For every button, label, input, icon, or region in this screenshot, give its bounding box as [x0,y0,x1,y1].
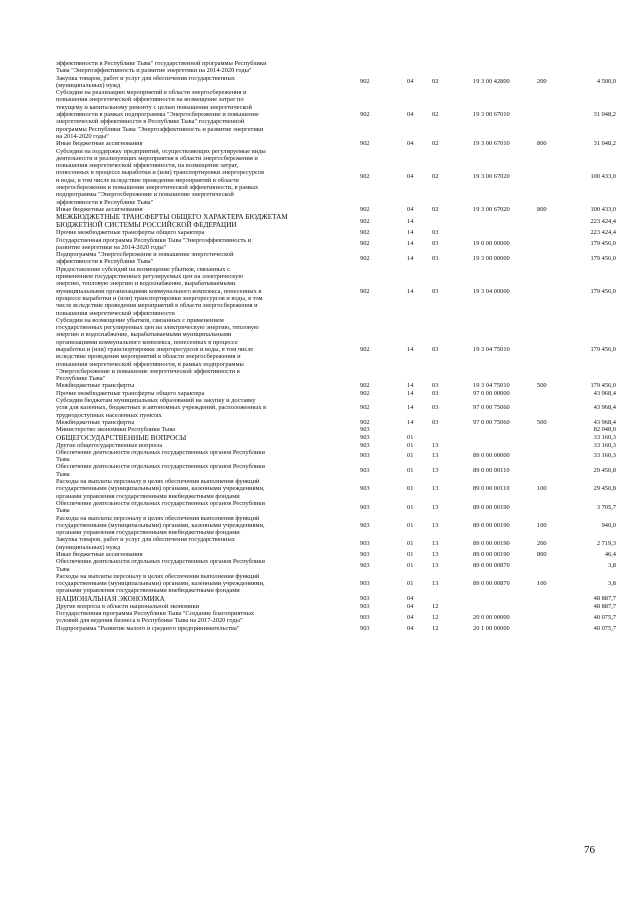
row-vr-cell: 100 [537,485,547,493]
row-csr-cell: 19 3 00 67020 [473,173,510,181]
row-sum-cell: 31 048,2 [593,111,616,119]
row-rz-cell: 04 [407,613,414,621]
row-name-cell: Иные бюджетные ассигнования [56,551,143,558]
row-csr-cell: 89 0 00 00190 [473,521,510,529]
row-ved-cell: 902 [360,418,370,426]
row-csr-cell: 19 3 04 75010 [473,382,510,390]
row-rz-cell: 04 [407,78,414,86]
row-name-cell: Расходы на выплаты персоналу в целях обеспечения выполнения функций государственными (муниципальными) органами, казенными учреждениями, органами управления государственными внебюджетными фондами [56,478,265,500]
row-ved-cell: 903 [360,551,370,558]
table-row [56,419,616,426]
row-csr-cell: 20 0 00 00000 [473,613,510,621]
row-sum-cell: 3,8 [608,561,616,569]
row-rz-cell: 01 [407,441,414,449]
row-sum-cell: 48 887,7 [593,602,616,610]
row-rz-cell: 01 [407,521,414,529]
row-csr-cell: 97 0 00 00000 [473,389,510,397]
table-row [56,317,616,383]
table-row [56,237,616,252]
row-ved-cell: 902 [360,382,370,390]
row-csr-cell: 89 0 00 00870 [473,580,510,588]
row-name-cell: Другие вопросы в области национальной экономики [56,602,200,610]
row-ved-cell: 902 [360,345,370,353]
table-row [56,75,616,90]
row-vr-cell: 800 [537,551,547,558]
row-pr-cell: 13 [432,467,439,475]
row-rz-cell: 04 [407,173,414,181]
row-name-cell: Иные бюджетные ассигнования [56,140,143,148]
row-csr-cell: 89 0 00 00190 [473,503,510,511]
table-row [56,397,616,419]
row-name-cell: Субсидии на возмещение убытков, связанных с применением государственных регулируемых цен на электрическую энергию, тепловую энергию и водоснабжение, вырабатываемыми муниципальными организациями коммунального комплекса, понесенных в процессе выработки и (или) транспортировки энергоресурсов и воды, в том числе вследствие проведения мероприятий в области энергосбережения и повышения энергетической эффективности, в рамках подпрограммы "Энергосбережение и повышение энергетической эффективности в Республике Тыва" [56,316,259,383]
row-rz-cell: 14 [407,217,414,225]
row-rz-cell: 01 [407,485,414,493]
row-name-cell: Закупка товаров, работ и услуг для обеспечения государственных (муниципальных) нужд [56,74,235,89]
table-row [56,536,616,551]
row-ved-cell: 902 [360,205,370,213]
row-rz-cell: 14 [407,345,414,353]
table-row [56,573,616,595]
row-ved-cell: 902 [360,287,370,295]
table-row [56,595,616,603]
row-name-cell: Субсидии на поддержку предприятий, осуществляющих регулируемые виды деятельности и реализующих мероприятия в области энергосбережения и повышения энергетической эффективности, на возмещение затрат, понесенных в процессе выработки и (или) транспортировки энергоресурсов и воды, в том числе вследствие проведения мероприятий в области энергосбережения и повышения энергетической эффективности, в рамках подпрограммы "Энергосбережение и повышение энергетической эффективности в Республике Тыва" [56,147,266,206]
row-ved-cell: 903 [360,485,370,493]
row-sum-cell: 29 450,8 [593,467,616,475]
row-pr-cell: 13 [432,561,439,569]
row-pr-cell: 13 [432,540,439,548]
row-name-cell: Подпрограмма "Энергосбережение и повышение энергетической эффективности в Республике Тыва" [56,251,234,266]
table-row [56,426,616,433]
row-ved-cell: 902 [360,173,370,181]
row-ved-cell: 903 [360,595,370,603]
row-vr-cell: 200 [537,78,547,86]
table-row [56,449,616,464]
row-sum-cell: 40 075,7 [593,613,616,621]
row-csr-cell: 19 3 04 00000 [473,287,510,295]
row-csr-cell: 19 3 00 67010 [473,111,510,119]
table-row [56,558,616,573]
row-name-cell: Государственная программа Республики Тыва "Энергоэффективность и развитие энергетики на 2014-2020 годы" [56,236,252,251]
table-row [56,463,616,478]
table-row [56,625,616,632]
row-name-cell: Обеспечение деятельности отдельных государственных органов Республики Тыва [56,499,265,515]
row-rz-cell: 01 [407,433,414,441]
page-number: 76 [584,844,595,856]
row-pr-cell: 13 [432,441,439,449]
row-ved-cell: 902 [360,229,370,237]
row-ved-cell: 902 [360,140,370,148]
row-ved-cell: 903 [360,540,370,548]
row-vr-cell: 500 [537,382,547,390]
row-name-cell: Другие общегосударственные вопросы [56,441,163,449]
row-sum-cell: 100 433,0 [590,205,616,213]
row-csr-cell: 89 0 00 00190 [473,540,510,548]
row-csr-cell: 19 3 04 75010 [473,345,510,353]
row-pr-cell: 03 [432,345,439,353]
table-row [56,500,616,515]
row-name-cell: Расходы на выплаты персоналу в целях обеспечения выполнения функций государственными (муниципальными) органами, казенными учреждениями, органами управления государственными внебюджетными фондами [56,514,265,537]
row-csr-cell: 20 1 00 00000 [473,624,510,632]
table-row [56,266,616,317]
row-sum-cell: 33 160,3 [593,441,616,449]
row-sum-cell: 82 048,0 [593,426,616,434]
row-name-cell: Субсидии на реализацию мероприятий в области энергосбережения и повышения энергетической эффективности на возмещение затрат по текущему и капитальному ремонту с целью повышения энергетической эффективности в рамках подпрограммы "Энергосбережение и повышение энергетической эффективности в Республике Тыва" государственной программы Республики Тыва "Энергоэффективность и развитие энергетики на 2014-2020 годы" [56,89,264,140]
row-vr-cell: 200 [537,540,547,548]
row-sum-cell: 40 075,7 [593,624,616,632]
row-rz-cell: 14 [407,418,414,426]
row-rz-cell: 04 [407,595,414,603]
row-ved-cell: 903 [360,602,370,610]
row-ved-cell: 903 [360,467,370,475]
row-sum-cell: 3 705,7 [596,503,616,511]
row-name-cell: Министерство экономики Республики Тыва [56,426,176,434]
row-name-cell: Межбюджетные трансферты [56,418,135,426]
row-vr-cell: 800 [537,140,547,148]
row-name-cell: Государственная программа Республики Тыва "Создание благоприятных условий для ведения бизнеса в Республике Тыва на 2017-2020 годы" [56,610,255,625]
row-name-cell: МЕЖБЮДЖЕТНЫЕ ТРАНСФЕРТЫ ОБЩЕГО ХАРАКТЕРА БЮДЖЕТАМ БЮДЖЕТНОЙ СИСТЕМЫ РОССИЙСКОЙ ФЕДЕРАЦИИ [56,213,288,230]
row-sum-cell: 179 456,0 [590,345,616,353]
row-pr-cell: 03 [432,287,439,295]
row-pr-cell: 13 [432,521,439,529]
table-row [56,478,616,500]
row-sum-cell: 3,8 [608,580,616,588]
row-sum-cell: 223 424,4 [590,217,616,225]
row-pr-cell: 03 [432,382,439,390]
row-rz-cell: 14 [407,229,414,237]
row-vr-cell: 500 [537,418,547,426]
row-rz-cell: 04 [407,111,414,119]
row-pr-cell: 02 [432,140,439,148]
row-pr-cell: 13 [432,485,439,493]
table-row [56,206,616,213]
row-rz-cell: 01 [407,452,414,460]
row-rz-cell: 04 [407,624,414,632]
row-csr-cell: 97 0 00 75060 [473,404,510,412]
row-rz-cell: 14 [407,287,414,295]
row-pr-cell: 03 [432,240,439,248]
table-row [56,148,616,206]
row-sum-cell: 179 456,0 [590,254,616,262]
row-pr-cell: 02 [432,173,439,181]
row-rz-cell: 14 [407,404,414,412]
row-ved-cell: 902 [360,240,370,248]
row-pr-cell: 13 [432,551,439,558]
row-name-cell: Прочие межбюджетные трансферты общего характера [56,229,205,237]
row-ved-cell: 902 [360,404,370,412]
row-sum-cell: 33 160,3 [593,452,616,460]
row-rz-cell: 04 [407,205,414,213]
row-sum-cell: 100 433,0 [590,173,616,181]
row-pr-cell: 13 [432,503,439,511]
row-pr-cell: 13 [432,452,439,460]
row-name-cell: Обеспечение деятельности отдельных государственных органов Республики Тыва [56,448,265,464]
row-csr-cell: 19 3 00 00000 [473,254,510,262]
row-pr-cell: 03 [432,229,439,237]
table-row [56,515,616,537]
row-pr-cell: 02 [432,205,439,213]
table-row [56,213,616,229]
row-rz-cell: 04 [407,602,414,610]
table-row [56,382,616,389]
row-pr-cell: 13 [432,580,439,588]
row-name-cell: Иные бюджетные ассигнования [56,205,143,213]
table-row [56,603,616,610]
row-name-cell: Подпрограмма "Развитие малого и среднего предпринимательства" [56,624,240,632]
row-pr-cell: 02 [432,111,439,119]
row-name-cell: Прочие межбюджетные трансферты общего характера [56,389,205,397]
row-csr-cell: 89 0 00 00870 [473,561,510,569]
row-name-cell: Закупка товаров, работ и услуг для обеспечения государственных (муниципальных) нужд [56,536,235,551]
row-csr-cell: 19 3 00 67020 [473,205,510,213]
row-name-cell: НАЦИОНАЛЬНАЯ ЭКОНОМИКА [56,594,165,603]
row-pr-cell: 12 [432,624,439,632]
row-ved-cell: 903 [360,452,370,460]
row-rz-cell: 01 [407,503,414,511]
row-pr-cell: 03 [432,418,439,426]
row-sum-cell: 179 456,0 [590,382,616,390]
row-rz-cell: 04 [407,140,414,148]
row-csr-cell: 89 0 00 00190 [473,551,510,558]
row-sum-cell: 940,0 [601,521,616,529]
row-name-cell: Обеспечение деятельности отдельных государственных органов Республики Тыва [56,558,265,573]
row-ved-cell: 903 [360,503,370,511]
row-ved-cell: 903 [360,441,370,449]
row-sum-cell: 43 968,4 [593,389,616,397]
row-ved-cell: 903 [360,561,370,569]
row-pr-cell: 03 [432,254,439,262]
row-ved-cell: 903 [360,613,370,621]
row-sum-cell: 48 887,7 [593,595,616,603]
row-sum-cell: 179 456,0 [590,240,616,248]
row-rz-cell: 14 [407,254,414,262]
row-sum-cell: 2 719,3 [596,540,616,548]
row-csr-cell: 89 0 00 00000 [473,452,510,460]
row-name-cell: Межбюджетные трансферты [56,382,135,390]
row-csr-cell: 19 0 00 00000 [473,240,510,248]
table-row [56,140,616,147]
table-row [56,229,616,236]
row-sum-cell: 33 160,3 [593,433,616,441]
row-rz-cell: 01 [407,551,414,558]
row-ved-cell: 903 [360,624,370,632]
row-rz-cell: 01 [407,540,414,548]
row-csr-cell: 19 3 00 42800 [473,78,510,86]
table-row [56,434,616,442]
row-sum-cell: 4 500,0 [596,78,616,86]
row-name-cell: ОБЩЕГОСУДАРСТВЕННЫЕ ВОПРОСЫ [56,433,187,442]
row-rz-cell: 14 [407,382,414,390]
row-csr-cell: 97 0 00 75060 [473,418,510,426]
row-ved-cell: 902 [360,78,370,86]
row-sum-cell: 29 450,8 [593,485,616,493]
row-pr-cell: 03 [432,389,439,397]
table-row [56,390,616,397]
row-pr-cell: 03 [432,404,439,412]
row-pr-cell: 02 [432,78,439,86]
row-rz-cell: 01 [407,561,414,569]
row-csr-cell: 19 3 00 67010 [473,140,510,148]
row-ved-cell: 902 [360,389,370,397]
table-row [56,551,616,558]
row-ved-cell: 903 [360,433,370,441]
budget-table [56,60,616,632]
table-row [56,251,616,266]
row-sum-cell: 31 048,2 [593,140,616,148]
row-ved-cell: 902 [360,217,370,225]
row-pr-cell: 12 [432,602,439,610]
table-row [56,60,616,75]
row-sum-cell: 43 968,4 [593,404,616,412]
row-csr-cell: 89 0 00 00110 [473,467,510,475]
row-name-cell: Обеспечение деятельности отдельных государственных органов Республики Тыва [56,463,265,478]
row-sum-cell: 223 424,4 [590,229,616,237]
row-csr-cell: 89 0 00 00110 [473,485,510,493]
row-vr-cell: 800 [537,205,547,213]
row-ved-cell: 903 [360,580,370,588]
row-sum-cell: 43 968,4 [593,418,616,426]
row-rz-cell: 14 [407,240,414,248]
row-vr-cell: 100 [537,521,547,529]
row-ved-cell: 902 [360,254,370,262]
row-rz-cell: 14 [407,389,414,397]
row-name-cell: Предоставление субсидий на возмещение убытков, связанных с применением государственных регулируемых цен на электрическую энергию, тепловую энергию и водоснабжение, вырабатываемыми муниципальными организациями коммунального комплекса, понесенных в процессе выработки и (или) транспортировки энергоресурсов и воды, в том числе вследствие проведения мероприятий в области энергосбережения и повышения энергетической эффективности [56,265,263,317]
row-ved-cell: 902 [360,111,370,119]
row-sum-cell: 46,4 [604,551,616,558]
row-name-cell: эффективности в Республике Тыва" государственной программы Республики Тыва "Энергоэффективность и развитие энергетики на 2014-2020 годы" [56,60,267,75]
row-vr-cell: 100 [537,580,547,588]
table-row [56,610,616,625]
row-name-cell: Расходы на выплаты персоналу в целях обеспечения выполнения функций государственными (муниципальными) органами, казенными учреждениями, органами управления государственными внебюджетными фондами [56,572,265,595]
row-sum-cell: 179 456,0 [590,287,616,295]
row-pr-cell: 12 [432,613,439,621]
table-row [56,89,616,140]
table-row [56,442,616,449]
row-name-cell: Субсидии бюджетам муниципальных образований на закупку и доставку угля для казенных, бюджетных и автономных учреждений, расположенных в труднодоступных населенных пунктах [56,397,267,419]
row-ved-cell: 903 [360,521,370,529]
row-rz-cell: 01 [407,580,414,588]
row-ved-cell: 903 [360,426,370,434]
row-rz-cell: 01 [407,467,414,475]
